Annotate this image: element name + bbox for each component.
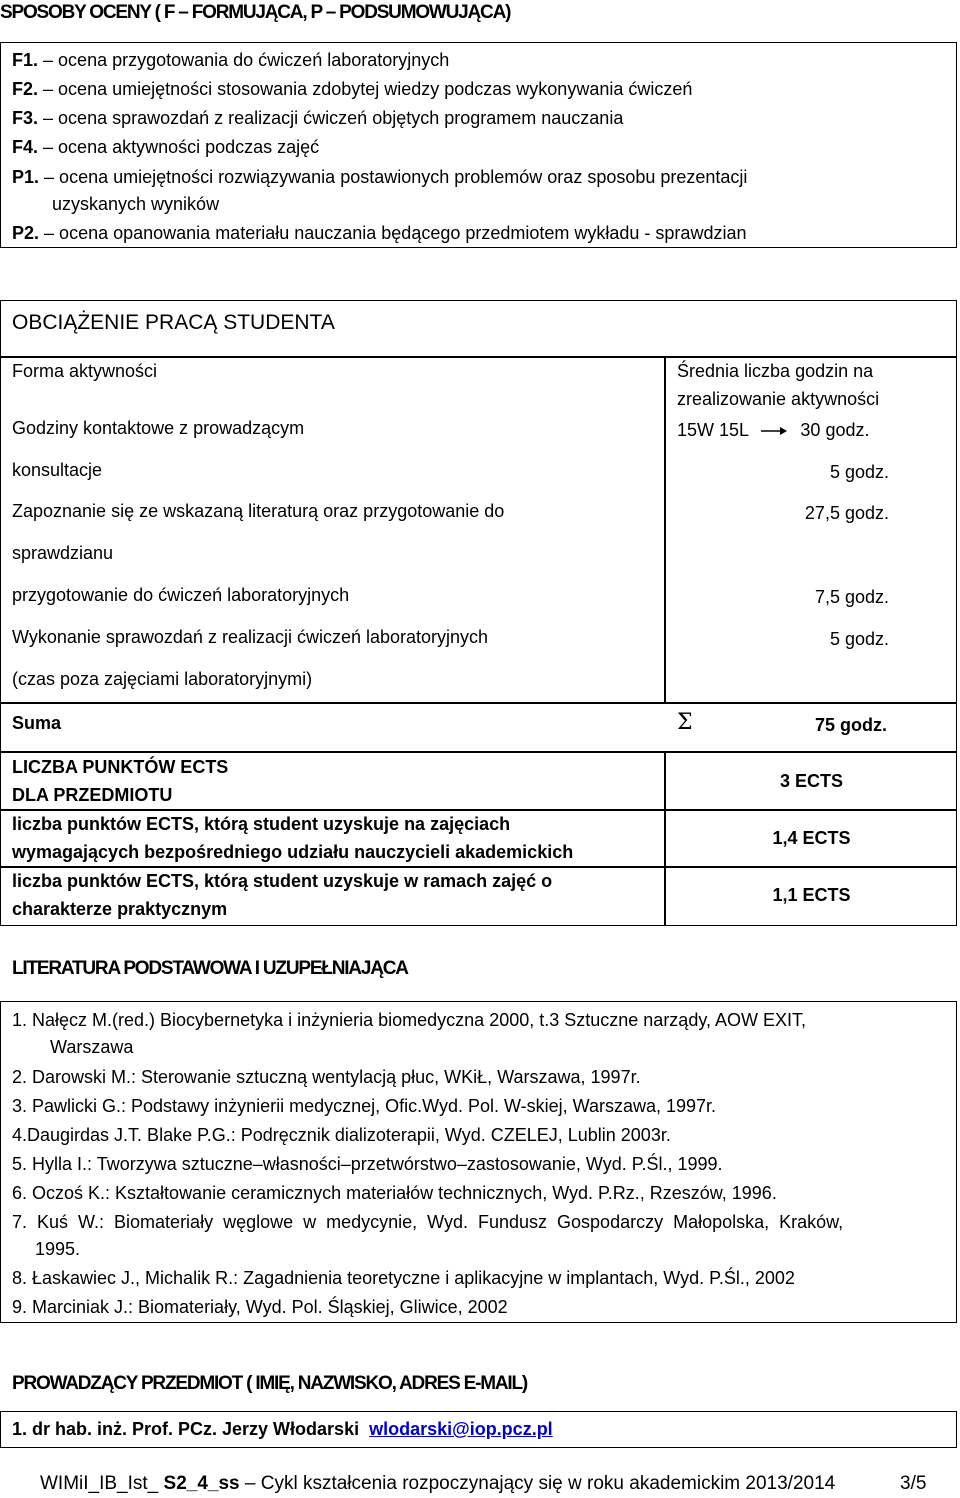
col-header-activity: Forma aktywności xyxy=(12,361,158,381)
assessment-item: P2. – ocena opanowania materiału nauczania będącego przedmiotem wykładu - sprawdzian xyxy=(12,223,747,243)
workload-row-value: 15W 15L 30 godz. xyxy=(677,420,870,440)
lecturer-entry xyxy=(12,1415,553,1443)
ects-value: 3 ECTS xyxy=(779,771,844,791)
literature-item: 1. Nałęcz M.(red.) Biocybernetyka i inżynieria biomedyczna 2000, t.3 Sztuczne narządy, AOW EXIT, xyxy=(12,1010,807,1030)
page-number: 3/5 xyxy=(900,1473,927,1494)
literature-item-continuation: 1995. xyxy=(35,1239,81,1259)
lecturer-name: 1. dr hab. inż. Prof. PCz. Jerzy Włodarski xyxy=(12,1419,360,1439)
ects-label: liczba punktów ECTS, którą student uzyskuje na zajęciach xyxy=(12,814,511,834)
assessment-item: P1. – ocena umiejętności rozwiązywania postawionych problemów oraz sposobu prezentacji xyxy=(12,167,748,187)
literature-item: 5. Hylla I.: Tworzywa sztuczne–własności–przetwórstwo–zastosowanie, Wyd. P.Śl., 1999. xyxy=(12,1154,723,1174)
workload-row-value: 27,5 godz. xyxy=(804,503,889,523)
sum-label: Suma xyxy=(12,713,62,733)
ects-label: LICZBA PUNKTÓW ECTS xyxy=(12,757,229,777)
ects-label: liczba punktów ECTS, którą student uzyskuje w ramach zajęć o xyxy=(12,871,553,891)
workload-row-value: 7,5 godz. xyxy=(814,587,889,607)
column-divider xyxy=(664,356,666,702)
assessment-item: F1. – ocena przygotowania do ćwiczeń laboratoryjnych xyxy=(12,50,450,70)
col-header-hours-2: zrealizowanie aktywności xyxy=(677,389,880,409)
assessment-box xyxy=(0,42,957,248)
assessment-item: F4. – ocena aktywności podczas zajęć xyxy=(12,137,320,157)
col-header-hours: Średnia liczba godzin na xyxy=(677,361,874,381)
workload-row-label-continuation: sprawdzianu xyxy=(12,543,114,563)
sum-value: 75 godz. xyxy=(814,715,887,735)
ects-label-2: charakterze praktycznym xyxy=(12,899,228,919)
assessment-title: SPOSOBY OCENY ( F – FORMUJĄCA, P – PODSUMOWUJĄCA) xyxy=(0,2,511,23)
workload-row-label: konsultacje xyxy=(12,460,103,480)
workload-row-value: 5 godz. xyxy=(829,629,889,649)
lecturer-title: PROWADZĄCY PRZEDMIOT ( IMIĘ, NAZWISKO, ADRES E-MAIL) xyxy=(12,1373,527,1394)
ects-label-2: DLA PRZEDMIOTU xyxy=(12,785,173,805)
lecturer-email-link[interactable]: wlodarski@iop.pcz.pl xyxy=(369,1419,553,1439)
literature-item: 7. Kuś W.: Biomateriały węglowe w medycynie, Wyd. Fundusz Gospodarczy Małopolska, Kraków, xyxy=(12,1212,844,1232)
workload-row-label: Godziny kontaktowe z prowadzącym xyxy=(12,418,305,438)
assessment-item-continuation: uzyskanych wyników xyxy=(52,194,220,214)
literature-item: 8. Łaskawiec J., Michalik R.: Zagadnienia teoretyczne i aplikacyjne w implantach, Wyd. P.Śl., 2002 xyxy=(12,1268,795,1288)
literature-item-continuation: Warszawa xyxy=(50,1037,134,1057)
lecturer-box xyxy=(0,1411,957,1448)
literature-item: 9. Marciniak J.: Biomateriały, Wyd. Pol. Śląskiej, Gliwice, 2002 xyxy=(12,1297,508,1317)
literature-box xyxy=(0,1001,957,1323)
literature-item: 6. Oczoś K.: Kształtowanie ceramicznych materiałów technicznych, Wyd. P.Rz., Rzeszów, 1996. xyxy=(12,1183,777,1203)
workload-row-label-continuation: (czas poza zajęciami laboratoryjnymi) xyxy=(12,669,313,689)
ects-value: 1,1 ECTS xyxy=(772,885,851,905)
footer-text: WIMiI_IB_Ist_ S2_4_ss – Cykl kształcenia rozpoczynający się w roku akademickim 2013/2014 xyxy=(40,1473,836,1494)
literature-item: 3. Pawlicki G.: Podstawy inżynierii medycznej, Ofic.Wyd. Pol. W-skiej, Warszawa, 1997r. xyxy=(12,1096,717,1116)
assessment-item: F3. – ocena sprawozdań z realizacji ćwiczeń objętych programem nauczania xyxy=(12,108,624,128)
ects-value: 1,4 ECTS xyxy=(772,828,851,848)
literature-item: 2. Darowski M.: Sterowanie sztuczną wentylacją płuc, WKiŁ, Warszawa, 1997r. xyxy=(12,1067,641,1087)
arrow-right-icon xyxy=(759,424,789,438)
sigma-icon: Σ xyxy=(677,710,693,735)
workload-title: OBCIĄŻENIE PRACĄ STUDENTA xyxy=(12,311,335,334)
ects-label-2: wymagających bezpośredniego udziału nauczycieli akademickich xyxy=(12,842,574,862)
row-divider xyxy=(0,702,957,704)
literature-item: 4.Daugirdas J.T. Blake P.G.: Podręcznik dializoterapii, Wyd. CZELEJ, Lublin 2003r. xyxy=(12,1125,671,1145)
assessment-item: F2. – ocena umiejętności stosowania zdobytej wiedzy podczas wykonywania ćwiczeń xyxy=(12,79,693,99)
workload-row-value: 5 godz. xyxy=(829,462,889,482)
workload-row-label: Zapoznanie się ze wskazaną literaturą oraz przygotowanie do xyxy=(12,501,505,521)
workload-row-label: Wykonanie sprawozdań z realizacji ćwiczeń laboratoryjnych xyxy=(12,627,489,647)
literature-title: LITERATURA PODSTAWOWA I UZUPEŁNIAJĄCA xyxy=(12,958,408,979)
workload-row-label: przygotowanie do ćwiczeń laboratoryjnych xyxy=(12,585,350,605)
